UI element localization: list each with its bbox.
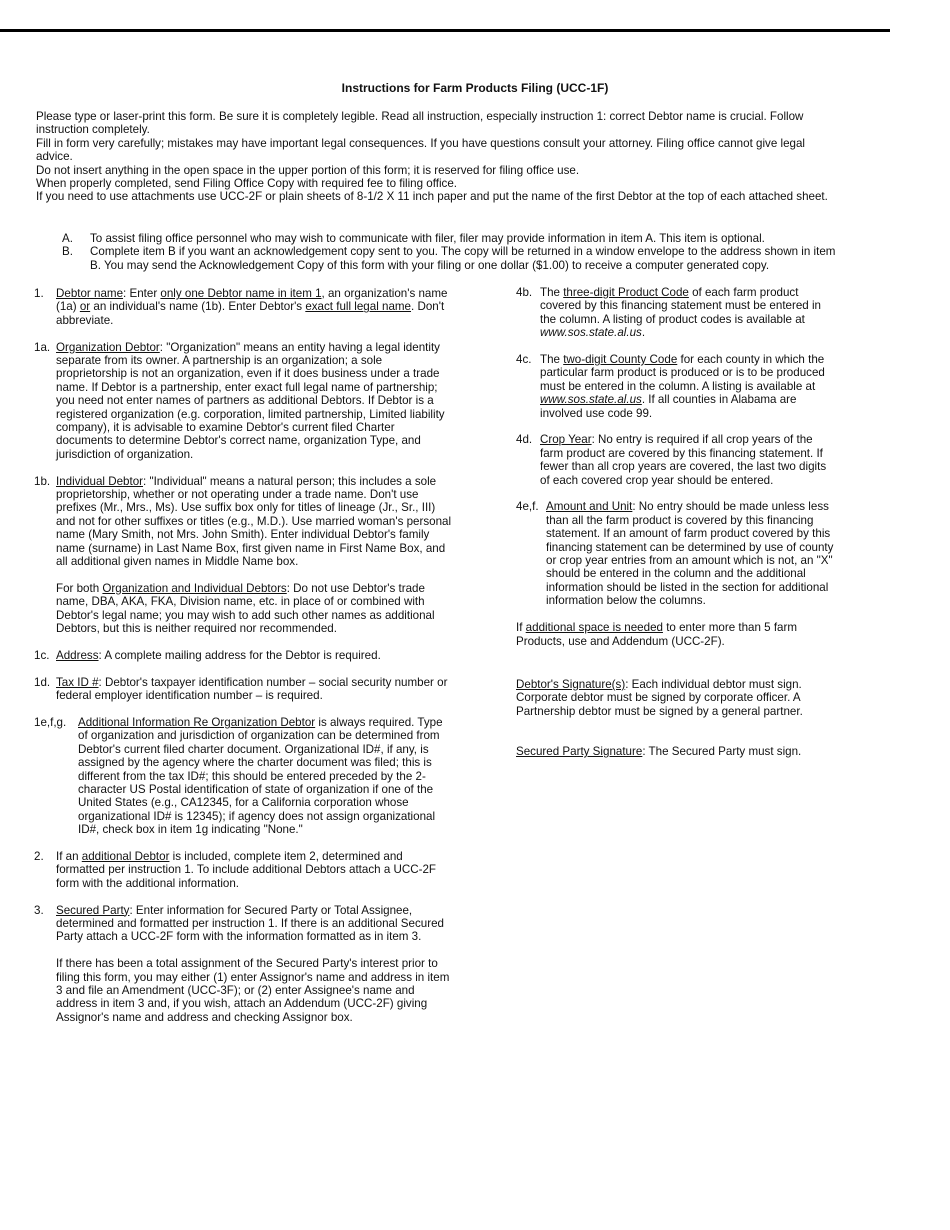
top-rule <box>0 29 890 32</box>
intro-block <box>36 110 842 204</box>
item-b-text: Complete item B if you want an acknowledgement copy sent to you. The copy will be returned in a window envelope to the address shown in item B. You may send the Acknowledgement Copy of this form with your filing or one dollar ($1.00) to receive a computer generated copy. <box>90 245 836 272</box>
secured-party-signature-note: Secured Party Signature: The Secured Party must sign. <box>516 745 802 759</box>
instruction-1c <box>34 649 454 662</box>
intro-line: When properly completed, send Filing Office Copy with required fee to filing office. <box>36 177 458 191</box>
instruction-text: Address: A complete mailing address for the Debtor is required. <box>56 648 381 662</box>
item-number: 1e,f,g. <box>34 715 67 729</box>
item-number: 4e,f. <box>516 500 539 514</box>
instruction-1d <box>34 676 454 703</box>
instruction-4b <box>516 286 836 340</box>
instruction-4ef <box>516 500 836 607</box>
instruction-4c <box>516 353 836 420</box>
items-a-b <box>62 232 842 272</box>
instruction-text: Individual Debtor: "Individual" means a natural person; this includes a sole proprietorship, whether or not operating under a trade name. Don't use prefixes (Mr., Mrs., Ms). Use suffix box only for titles of lineage (Jr., Sr., III) and not for other suffixes or titles (e.g., M.D.). Use married woman's personal name (Mary Smith, not Mrs. John Smith). Enter individual Debtor's family name (surname) in Last Name Box, first given name in First Name Box, and all additional given names in Middle Name box. For both Organization and Individual Debtors: Do not use Debtor's trade name, DBA, AKA, FKA, Division name, etc. in place of or combined with Debtor's legal name; you may wish to add such other names as additional Debtors, but this is neither required nor recommended. <box>56 475 454 636</box>
intro-line: Please type or laser-print this form. Be sure it is completely legible. Read all instruction, especially instruction 1: correct Debtor name is crucial. Follow instruction completely. <box>36 110 804 137</box>
instruction-2 <box>34 850 454 890</box>
item-number: 1d. <box>34 675 51 689</box>
instruction-text: Crop Year: No entry is required if all crop years of the farm product are covered by this financing statement. If fewer than all crop years are covered, the last two digits of each covered crop year should be entered. <box>540 433 827 487</box>
instruction-1b <box>34 475 454 636</box>
instruction-subparagraph: For both Organization and Individual Debtors: Do not use Debtor's trade name, DBA, AKA, FKA, Division name, etc. in place of or combined with Debtor's legal name; you may wish to add such other names as additional Debtors, but this is neither required nor recommended. <box>56 581 435 636</box>
website-link[interactable]: www.sos.state.al.us <box>540 393 642 407</box>
instruction-text: Tax ID #: Debtor's taxpayer identification number – social security number or federal employer identification number – is required. <box>56 675 448 703</box>
instruction-text: Organization Debtor: "Organization" means an entity having a legal identity separate from its owner. A partnership is an organization; a sole proprietorship is not an organization, even if it does business under a trade name. If Debtor is a partnership, enter exact full legal name of partnership; you need not enter names of partners as additional Debtors. If Debtor is a registered organization (e.g. corporation, limited partnership, Limited liability company), it is advisable to examine Debtor's current filed Charter documents to determine Debtor's correct name, organization Type, and jurisdiction of organization. <box>56 340 445 461</box>
intro-line: If you need to use attachments use UCC-2F or plain sheets of 8-1/2 X 11 inch paper and put the name of the first Debtor at the top of each attached sheet. <box>36 190 828 204</box>
item-b <box>62 245 842 272</box>
item-a-text: To assist filing office personnel who may wish to communicate with filer, filer may provide information in item A. This item is optional. <box>90 232 765 245</box>
website-link[interactable]: www.sos.state.al.us <box>540 326 642 340</box>
instruction-1efg <box>34 716 454 837</box>
item-b-label: B. <box>62 245 73 259</box>
instruction-subparagraph: If there has been a total assignment of the Secured Party's interest prior to filing this form, you may either (1) enter Assignor's name and address in item 3 and file an Amendment (UCC-3F); or (2) enter Assignee's name and address in item 3 and, if you wish, attach an Addendum (UCC-2F) giving Assignor's name and address and checking Assignor box. <box>56 957 450 1024</box>
instruction-text: The two-digit County Code for each county in which the particular farm product is produced or is to be produced must be entered in the column. A listing is available at www.sos.state.al.us. If all counties in Alabama are involved use code 99. <box>540 353 825 420</box>
item-number: 3. <box>34 903 44 917</box>
item-number: 1. <box>34 287 44 300</box>
instruction-text: The three-digit Product Code of each farm product covered by this financing statement must be entered in the column. A listing of product codes is available at www.sos.state.al.us. <box>540 286 821 340</box>
right-column <box>516 286 836 759</box>
item-number: 1c. <box>34 648 50 662</box>
instruction-1 <box>34 287 454 327</box>
debtor-signature-note: Debtor's Signature(s): Each individual debtor must sign. Corporate debtor must be signed by corporate officer. A Partnership debtor must be signed by a general partner. <box>516 677 803 718</box>
instruction-4d <box>516 433 836 487</box>
instruction-1a <box>34 341 454 462</box>
instruction-text: Secured Party: Enter information for Secured Party or Total Assignee, determined and formatted per instruction 1. If there is an additional Secured Party attach a UCC-2F form with the information formatted as in item 3. If there has been a total assignment of the Secured Party's interest prior to filing this form, you may either (1) enter Assignor's name and address in item 3 and file an Amendment (UCC-3F); or (2) enter Assignee's name and address in item 3 and, if you wish, attach an Addendum (UCC-2F) giving Assignor's name and address and checking Assignor box. <box>56 904 454 1025</box>
additional-space-note: If additional space is needed to enter more than 5 farm Products, use and Addendum (UCC-2F). <box>516 621 798 648</box>
intro-line: Fill in form very carefully; mistakes may have important legal consequences. If you have questions consult your attorney. Filing office cannot give legal advice. <box>36 136 806 164</box>
instruction-text: Amount and Unit: No entry should be made unless less than all the farm product is covered by this financing statement. If an amount of farm product covered by this financing statement can be determined by use of county or crop year entries from an amount which is not, an "X" should be entered in the column and the additional information should be listed in the section for additional information below the columns. <box>546 500 834 608</box>
item-number: 1a. <box>34 340 51 354</box>
item-number: 4b. <box>516 286 533 299</box>
item-number: 4c. <box>516 353 532 367</box>
item-a-label: A. <box>62 232 73 245</box>
item-number: 2. <box>34 849 44 863</box>
item-number: 1b. <box>34 474 51 488</box>
item-a <box>62 232 842 245</box>
left-column <box>34 287 454 1038</box>
instruction-3 <box>34 904 454 1025</box>
instruction-text: Debtor name: Enter only one Debtor name in item 1, an organization's name (1a) or an individual's name (1b). Enter Debtor's exact full legal name. Don't abbreviate. <box>56 287 448 327</box>
page-title: Instructions for Farm Products Filing (UCC-1F) <box>341 81 609 95</box>
intro-line: Do not insert anything in the open space in the upper portion of this form; it is reserved for filing office use. <box>36 163 580 177</box>
item-number: 4d. <box>516 433 533 447</box>
instruction-text: If an additional Debtor is included, complete item 2, determined and formatted per instruction 1. To include additional Debtors attach a UCC-2F form with the additional information. <box>56 849 436 890</box>
instruction-text: Additional Information Re Organization Debtor is always required. Type of organization and jurisdiction of organization can be determined from Debtor's current filed charter document. Organizational ID#, if any, is assigned by the agency where the charter document was filed; this is different from the tax ID#; this should be entered preceded by the 2-character US Postal identification of state of organization if one of the United States (e.g., CA12345, for a California corporation whose organizational ID# is 12345); if agency does not assign organizational ID#, check box in item 1g indicating "None." <box>78 715 443 837</box>
